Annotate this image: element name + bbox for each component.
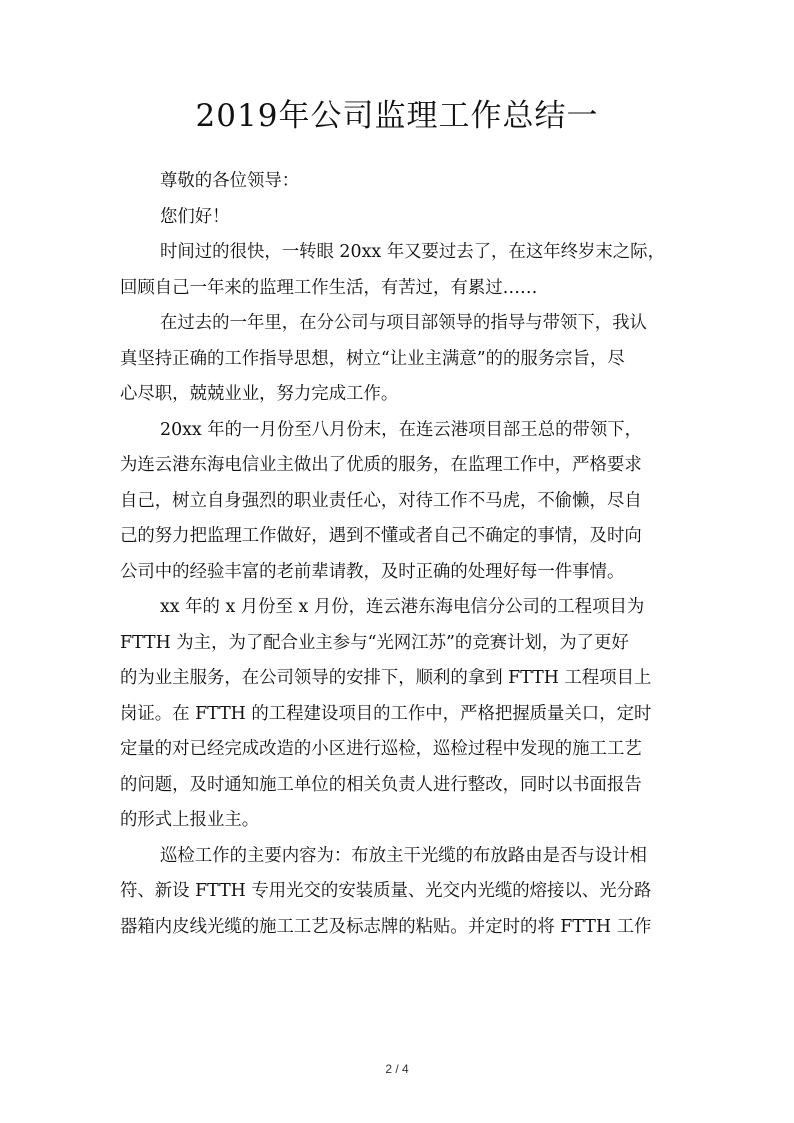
- paragraph-line: 公司中的经验丰富的老前辈请教，及时正确的处理好每一件事情。: [120, 561, 625, 582]
- greeting: 您们好！: [160, 206, 230, 227]
- paragraph-line: 为连云港东海电信业主做出了优质的服务，在监理工作中，严格要求: [120, 455, 642, 475]
- paragraph-line: 巡检工作的主要内容为：布放主干光缆的布放路由是否与设计相: [160, 845, 647, 866]
- paragraph-line: FTTH 为主，为了配合业主参与“光网江苏”的竞赛计划，为了更好: [120, 632, 629, 653]
- paragraph-line: 定量的对已经完成改造的小区进行巡检，巡检过程中发现的施工工艺: [120, 739, 642, 759]
- document-title: 2019年公司监理工作总结一: [195, 98, 599, 134]
- paragraph-line: 心尽职，兢兢业业，努力完成工作。: [120, 384, 399, 404]
- paragraph-line: 己的努力把监理工作做好，遇到不懂或者自己不确定的事情，及时向: [120, 526, 642, 546]
- salutation: 尊敬的各位领导：: [160, 171, 300, 191]
- paragraph-line: 器箱内皮线光缆的施工工艺及标志牌的粘贴。并定时的将 FTTH 工作: [120, 916, 652, 937]
- paragraph-line: 岗证。在 FTTH 的工程建设项目的工作中，严格把握质量关口，定时: [120, 703, 652, 724]
- paragraph-line: 自己，树立自身强烈的职业责任心，对待工作不马虎，不偷懒，尽自: [120, 490, 642, 511]
- paragraph-line: 符、新设 FTTH 专用光交的安装质量、光交内光缆的熔接以、光分路: [120, 881, 652, 901]
- paragraph-line: 的为业主服务，在公司领导的安排下，顺利的拿到 FTTH 工程项目上: [120, 668, 652, 688]
- paragraph-line: 的问题，及时通知施工单位的相关负责人进行整改，同时以书面报告: [120, 774, 642, 795]
- paragraph-line: 的形式上报业主。: [120, 810, 260, 830]
- page-number: 2 / 4: [385, 1062, 409, 1076]
- paragraph-line: 真坚持正确的工作指导思想，树立“让业主满意”的的服务宗旨，尽: [120, 348, 625, 369]
- paragraph-line: 时间过的很快，一转眼 20xx 年又要过去了，在这年终岁末之际，: [160, 242, 665, 262]
- paragraph-line: 在过去的一年里，在分公司与项目部领导的指导与带领下，我认: [160, 313, 647, 333]
- document-body: [120, 164, 676, 945]
- paragraph-line: 20xx 年的一月份至八月份末，在连云港项目部王总的带领下，: [160, 419, 643, 440]
- paragraph-line: xx 年的 x 月份至 x 月份，连云港东海电信分公司的工程项目为: [160, 597, 645, 617]
- paragraph-line: 回顾自己一年来的监理工作生活，有苦过，有累过……: [120, 277, 538, 298]
